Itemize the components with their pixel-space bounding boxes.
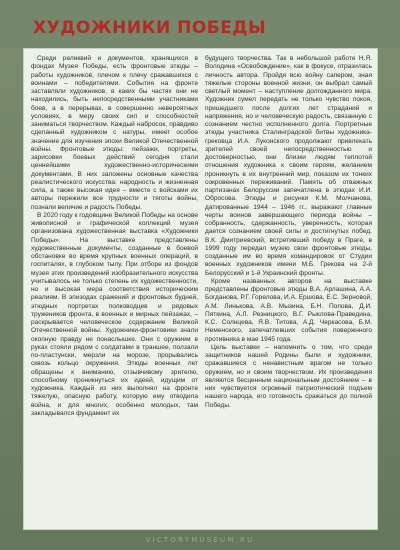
page-title: ХУДОЖНИКИ ПОБЕДЫ — [33, 18, 267, 38]
article-panel — [23, 48, 378, 530]
paragraph: В 2020 году к годовщине Великой Победы на основе живописной и графической коллекций музея организована художественная выставка «Художники Победы». На выставке представлены художественные документы, созданные в боевой обстановке во время крупных военных операций, в госпиталях, в глубоком тылу. При отборе из фондов музея этих произведений изобразительного искусства учитывалось не только степень их художественности, но и высокая мера соответствия историческим реалиям. В эпизодах сражений и фронтовых будней, этюдных портретах полководцев и рядовых тружеников фронта, в военных и мирных пейзажах, – раскрывается человеческое содержание Великой Отечественной войны. Художники-фронтовики знали окопную правду не понаслышке. Они с оружием в руках стояли рядом с солдатами в траншее, ползали по-пластунски, мерзли на морозе, прорывались сквозь кольцо окружения. Этюды военных лет обращены к вниманию, отзывчивому зрителю, способному проникнуться их идеей, идущим от художника. Каждый из них выполнял на фронте тяжелую, опасную работу, которую ему отводила война, и для многих, особенно молодых, там закладывался фундамент их — [31, 211, 198, 417]
paragraph: будущего творчества. Так в небольшой работе Н.Я. Володина «Освобождение», как в фокусе, отразилась личность автора. Пройдя всю войну сапером, зная тяжелые стороны военной жизни, он выбрал самый светлый момент – наступление долгожданного мира. Художник сумел передать не только чувство покоя, пришедшего после долгих лет страданий и напряжения, но и человеческую радость, связанную с сознанием честно исполненного долга. Портретные этюды участника Сталинградской битвы художника-грековца И.А. Луконского продолжают привлекать зрителей своей непосредственностью и достоверностью, они близки людям теплотой отношения художника к своим героям, желанием проникнуть в их внутренний мир, показом их тонких сокровенных переживаний. Память об отважных партизанах Белоруссии запечатлена в этюдах И.И. Обросова. Этюды и рисунки К.М. Молчанова, датированные 1944 – 1946 гг., выражают главные черты воинов завершающего периода войны – собранность, сдержанность, уверенность, которая дается сознанием своей силы и достигнутых побед. В.К. Дмитриевский, встретивший победу в Праге, в 1999 году передал музею свои фронтовые этюды, созданные им во время командировок от Студии военных художников имени М.Б. Грекова на 2-й Белорусский и 1-й Украинский фронты. — [205, 55, 372, 277]
footer-url[interactable]: VICTORYMUSEUM.RU — [145, 536, 255, 544]
article-column-left — [31, 55, 198, 418]
article-column-right — [205, 55, 372, 410]
paragraph: Цель выставки – напомнить о том, что среди защитников нашей Родины были и художники, сражавшиеся с ненавистным врагом не только оружием, но и своим творчеством. Их произведения являются бесценным национальным достоянием – в них чувствуется огромный патриотический подъем нашего народа, его готовность сражаться до полной Победы. — [205, 343, 372, 409]
paragraph: Среди реликвий и документов, хранящихся в фондах Музея Победы, есть фронтовые этюды – работы художников, плечом к плечу сражавшихся с воинами – победителями. События на фронте заставляли художников, в каких бы частях они не находились, быть непосредственными участниками боев, а в перерывах, в совершенно невероятных условиях, в меру своих сил и способностей заниматься творчеством. Каждый набросок, правдиво сделанный художником с натуры, имеет особое значение для изучения эпохи Великой Отечественной войны. Фронтовые этюды: пейзажи, портреты, зарисовки боевых действий сегодня стали ценнейшими художественно-историческими документами. В них заложены основные качества реалистического искусства: народность и жизненная сила, а также высокая идея – вместе с войсками их авторы пережили все трудности и тяготы войны, познали величие и радость Победы. — [31, 55, 198, 211]
paragraph: Кроме названных авторов на выставке представлены фронтовые этюды В.А. Арлашина, А.А. Богданова, Р.Г. Горелова, И.А. Ершова, Е.С. Зерновой, А.М. Линькова, А.В. Мызина, Б.Н. Попова, Д.И. Пяткина, А.Л. Резницкого, В.Г. Рыклова-Праведина, К.С. Солнцева, Я.В. Титова, А.Д. Черкасова, Б.М. Неменского, запечатлевших события повержнного противника в мае 1945 года. — [205, 277, 372, 343]
